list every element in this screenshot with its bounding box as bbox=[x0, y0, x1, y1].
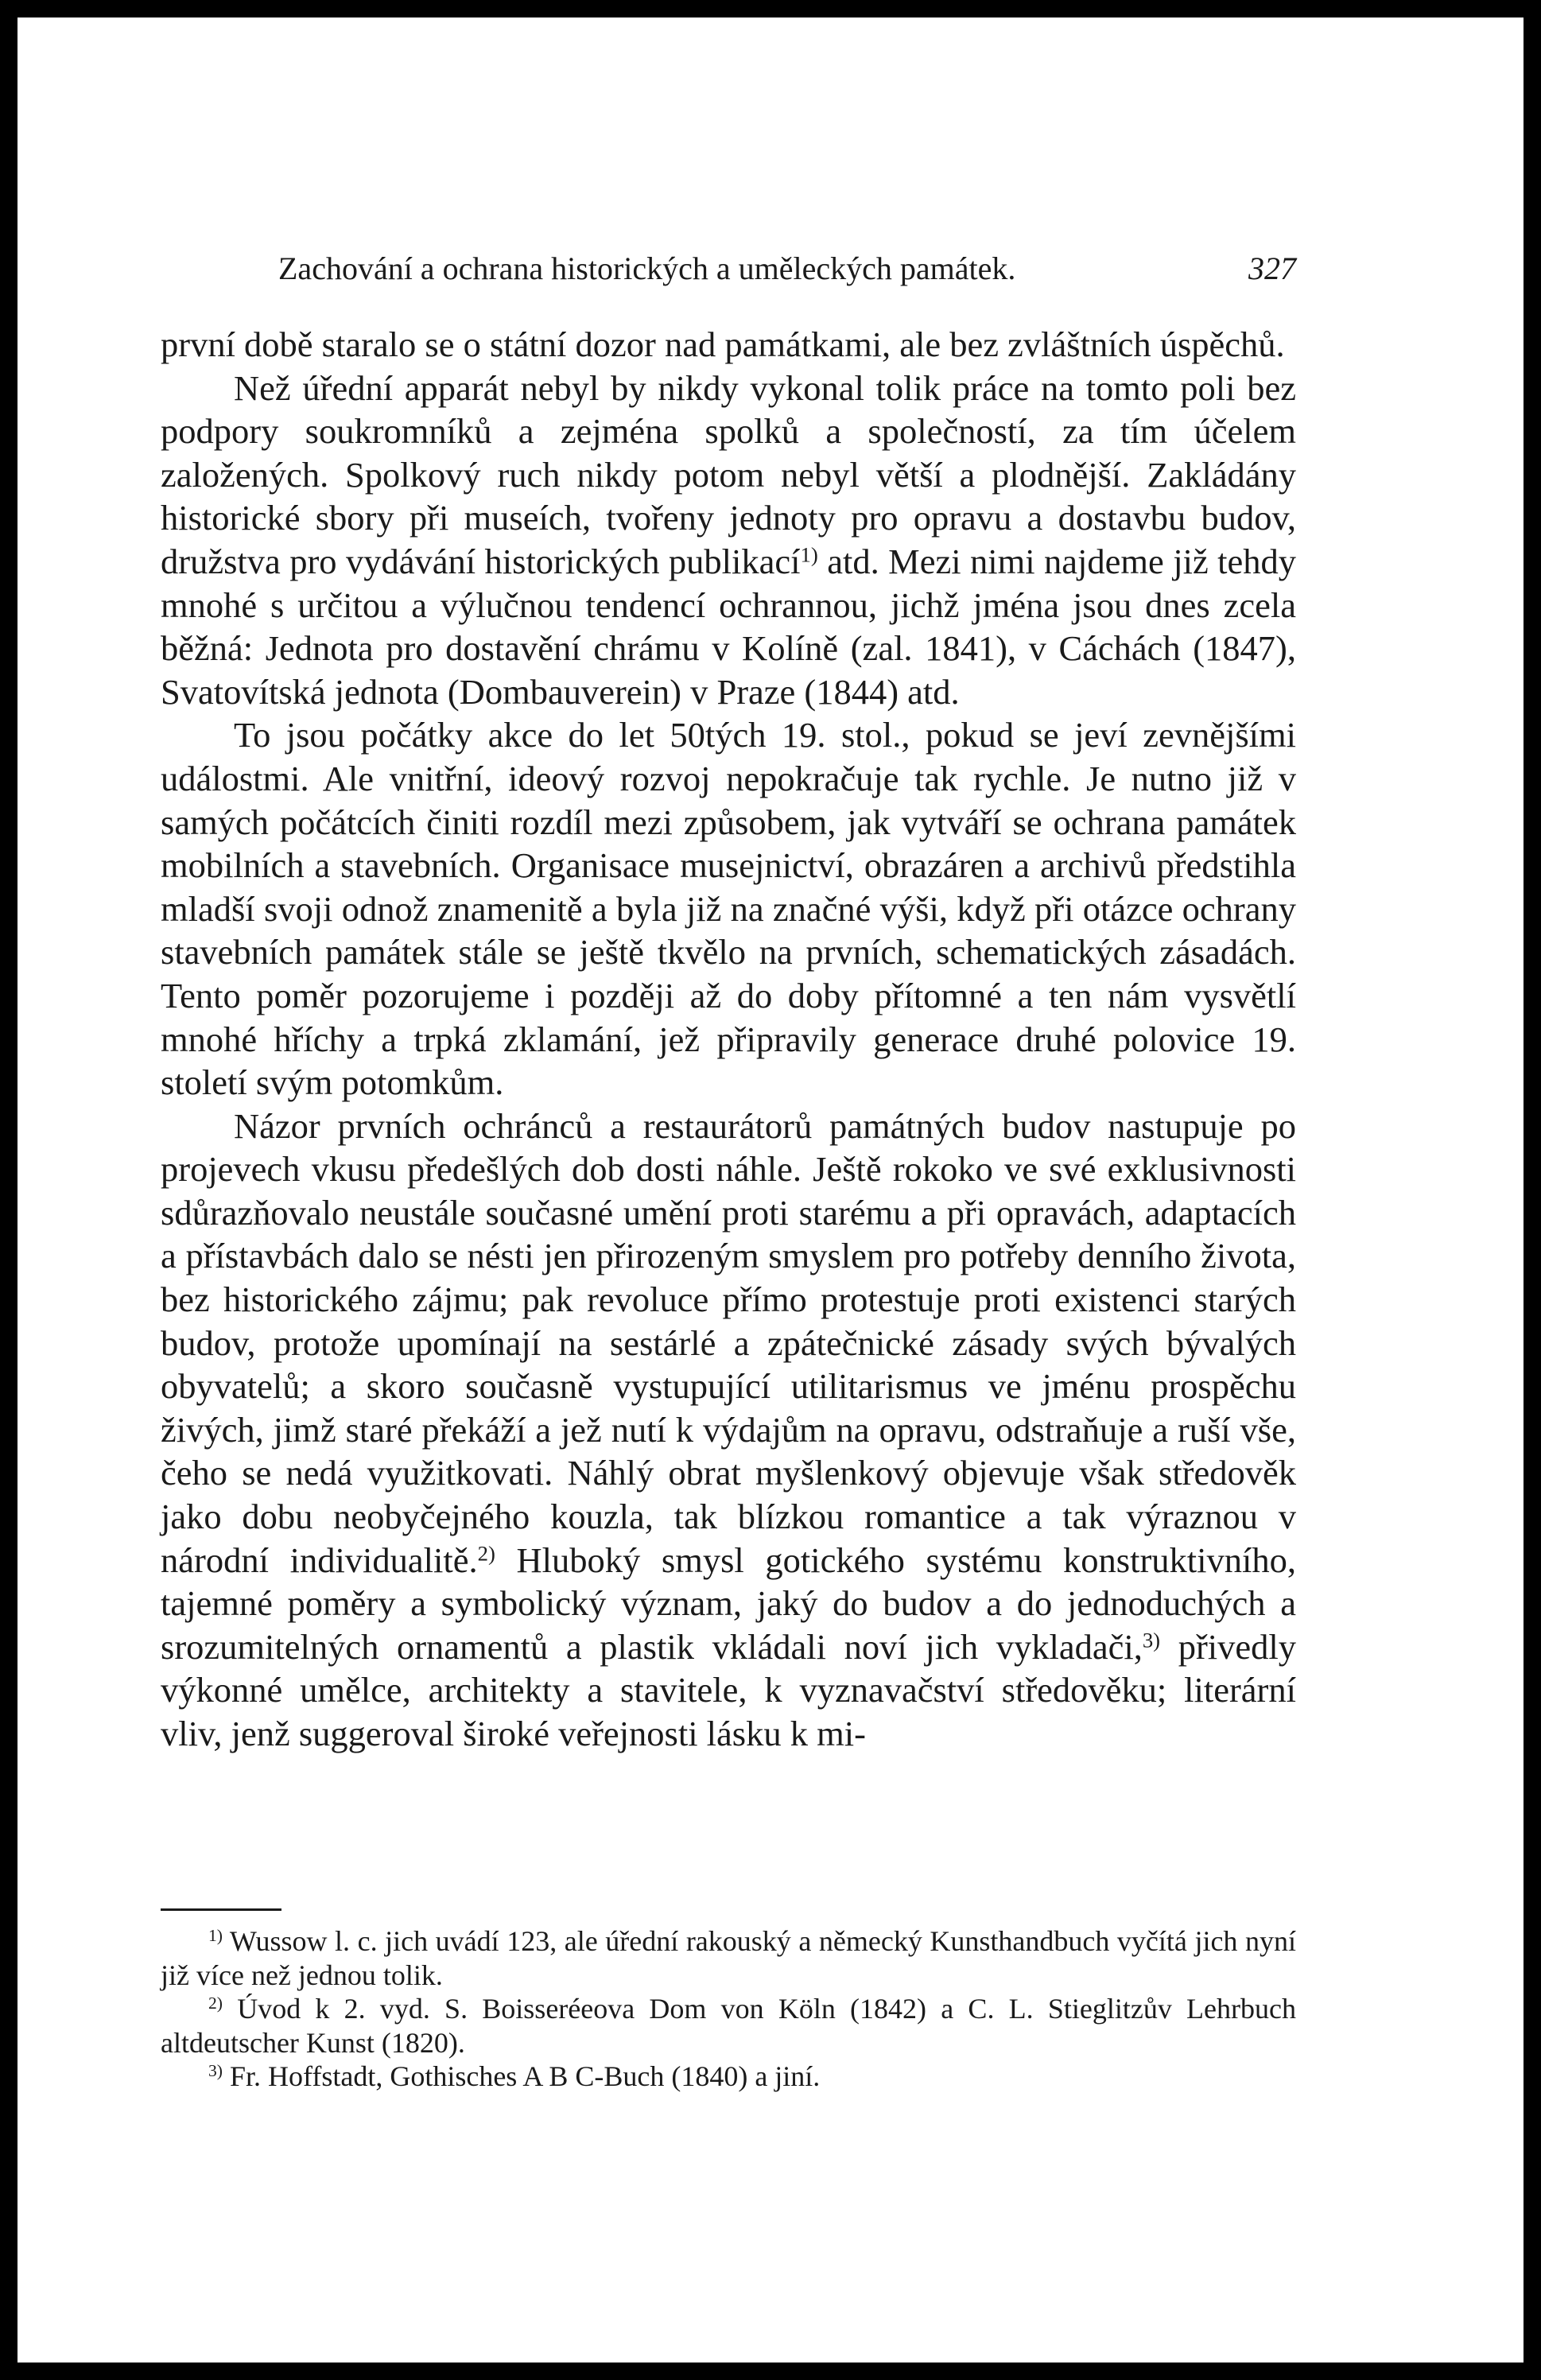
paragraph-continued bbox=[161, 323, 1296, 367]
footnote-ref: 2) bbox=[477, 1540, 495, 1565]
book-page bbox=[17, 17, 1524, 2363]
paragraph-text: přivedly výkonné umělce, architekty a stavitele, k vyznavačství středověku; literární vliv, jenž suggeroval široké veřejnosti lásku k mi- bbox=[161, 1626, 1296, 1753]
footnote-separator bbox=[161, 1908, 281, 1911]
paragraph-text: Hluboký smysl gotického systému konstruktivního, tajemné poměry a symbolický význam, jaký do budov a do jednoduchých a srozumitelných ornamentů a plastik vkládali noví jich vykladači, bbox=[161, 1539, 1296, 1667]
paragraph-text: atd. Mezi nimi najdeme již tehdy mnohé s určitou a výlučnou tendencí ochrannou, jichž jména jsou dnes zcela běžná: Jednota pro dostavění chrámu v Kolíně (zal. 1841), v Cáchách (1847), Svatovítská jednota (Dombauverein) v Praze (1844) atd. bbox=[161, 541, 1296, 712]
footnote-text: Wussow l. c. jich uvádí 123, ale úřední rakouský a německý Kunsthandbuch vyčítá jich nyní již více než jednou tolik. bbox=[161, 1925, 1296, 1991]
footnote-marker: 2) bbox=[208, 1994, 223, 2013]
running-header bbox=[278, 250, 1296, 297]
running-title: Zachování a ochrana historických a uměleckých památek. bbox=[278, 250, 1016, 286]
footnote-marker: 1) bbox=[208, 1926, 223, 1946]
footnote bbox=[161, 2060, 1296, 2094]
footnote bbox=[161, 1924, 1296, 1992]
paragraph bbox=[161, 1105, 1296, 1756]
paragraph bbox=[161, 367, 1296, 714]
paragraph-text: Názor prvních ochránců a restaurátorů památných budov nastupuje po projevech vkusu předešlých dob dosti náhle. Ještě rokoko ve své exklusivnosti sdůrazňovalo neustále současné umění proti starému a při opravách, adaptacích a přístavbách dalo se nésti jen přirozeným smyslem pro potřeby denního života, bez historického zájmu; pak revoluce přímo protestuje proti existenci starých budov, protože upomínají na sestárlé a zpátečnické zásady svých bývalých obyvatelů; a skoro současně vystupující utilitarismus ve jménu prospěchu živých, jimž staré překáží a jež nutí k výdajům na opravu, odstraňuje a ruší vše, čeho se nedá využitkovati. Náhlý obrat myšlenkový objevuje však středověk jako dobu neobyčejného kouzla, tak blízkou romantice a tak výraznou v národní individualitě. bbox=[161, 1105, 1296, 1580]
page-number: 327 bbox=[1248, 250, 1296, 286]
paragraph bbox=[161, 713, 1296, 1104]
footnote-text: Úvod k 2. vyd. S. Boisseréeova Dom von Köln (1842) a C. L. Stieglitzův Lehrbuch altdeutscher Kunst (1820). bbox=[161, 1993, 1296, 2059]
paragraph-text: To jsou počátky akce do let 50tých 19. stol., pokud se jeví zevnějšími událostmi. Ale vnitřní, ideový rozvoj nepokračuje tak rychle. Je nutno již v samých počátcích činiti rozdíl mezi způsobem, jak vytváří se ochrana památek mobilních a stavebních. Organisace musejnictví, obrazáren a archivů předstihla mladší svoji odnož znamenitě a byla již na značné výši, když při otázce ochrany stavebních památek stále se ještě tkvělo na prvních, schematických zásadách. Tento poměr pozorujeme i později až do doby přítomné a ten nám vysvětlí mnohé hříchy a trpká zklamání, jež připravily generace druhé polovice 19. století svým potomkům. bbox=[161, 715, 1296, 1103]
footnote-ref: 1) bbox=[800, 542, 818, 567]
footnotes bbox=[161, 1924, 1296, 2094]
paragraph-text: první době staralo se o státní dozor nad památkami, ale bez zvláštních úspěchů. bbox=[161, 324, 1285, 364]
paragraph-text: Než úřední apparát nebyl by nikdy vykonal tolik práce na tomto poli bez podpory soukromníků a zejména spolků a společností, za tím účelem založených. Spolkový ruch nikdy potom nebyl větší a plodnější. Zakládány historické sbory při museích, tvořeny jednoty pro opravu a dostavbu budov, družstva pro vydávání historických publikací bbox=[161, 367, 1296, 581]
footnote bbox=[161, 1992, 1296, 2060]
footnote-text: Fr. Hoffstadt, Gothisches A B C-Buch (1840) a jiní. bbox=[223, 2060, 821, 2092]
footnote-marker: 3) bbox=[208, 2061, 223, 2081]
footnote-ref: 3) bbox=[1142, 1628, 1161, 1652]
body-text bbox=[161, 323, 1296, 1756]
